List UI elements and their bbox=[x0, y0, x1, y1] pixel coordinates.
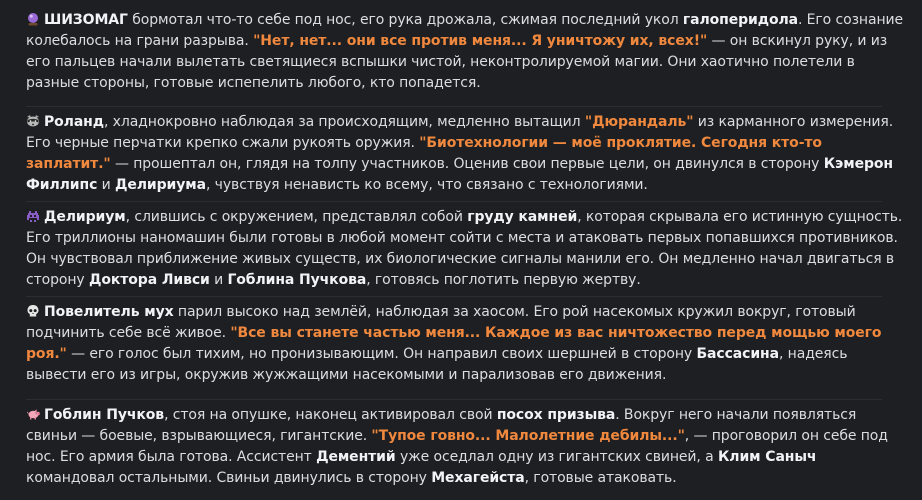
bold-name: Клим Саныч bbox=[717, 449, 817, 465]
narration-text: . Вокруг него начали появляться свиньи — боевые, взрывающиеся, гигантские. bbox=[26, 407, 857, 444]
narration-text: , надеясь вывести его из игры, окружив жужжащими насекомыми и парализовав его движения. bbox=[26, 346, 848, 383]
narration-text: командовал остальными. Свиньи двинулись в сторону bbox=[26, 470, 432, 486]
narration-text: уже оседлал одну из гигантских свиней, а bbox=[395, 449, 718, 465]
bold-name: Кэмерон Филлипс bbox=[26, 156, 893, 193]
message-text bbox=[26, 209, 902, 288]
crystal-ball-icon bbox=[26, 12, 40, 26]
message-text bbox=[26, 407, 888, 486]
message-roland bbox=[0, 112, 922, 196]
message-lord-of-flies bbox=[0, 302, 922, 386]
bold-name: посох призыва bbox=[496, 407, 616, 423]
skull-icon bbox=[26, 304, 40, 318]
bold-name: Бассасина bbox=[696, 346, 779, 362]
message-text bbox=[26, 12, 903, 91]
bold-name: груду камней bbox=[467, 209, 578, 225]
message-goblin-puchkov bbox=[0, 405, 922, 489]
quoted-speech: "Все вы станете частью меня... Каждое из вас ничтожество перед мощью моего роя." bbox=[26, 325, 882, 362]
message-shizomag bbox=[0, 10, 922, 94]
bold-name: ШИЗОМАГ bbox=[44, 12, 128, 28]
narration-text: , которая скрывала его истинную сущность. Его триллионы наномашин были готовы в любой момент сойти с места и атаковать первых попавшихся противников. Он чувствовал приближение живых существ, их биологические сигналы манили его. Он медленно начал двигаться в сторону bbox=[26, 209, 903, 288]
narration-text: парил высоко над землёй, наблюдая за хаосом. Его рой насекомых кружил вокруг, готовый подчинить себе всё живое. bbox=[26, 304, 856, 341]
bold-name: Гоблина Пучкова bbox=[227, 272, 367, 288]
message-text bbox=[26, 114, 893, 193]
narration-text: , хладнокровно наблюдая за происходящим, медленно вытащил bbox=[103, 114, 585, 130]
bold-name: галоперидола bbox=[682, 12, 798, 28]
bold-name: Дементий bbox=[316, 449, 396, 465]
narration-text: , стоя на опушке, наконец активировал свой bbox=[164, 407, 497, 423]
quoted-speech: "Дюрандаль" bbox=[584, 114, 694, 130]
bold-name: Мехагейста bbox=[431, 470, 525, 486]
pig-icon bbox=[26, 407, 40, 421]
raccoon-icon bbox=[26, 114, 40, 128]
quoted-speech: "Нет, нет... они все против меня... Я уничтожу их, всех!" bbox=[253, 33, 708, 49]
narration-text: , — проговорил он себе под нос. Его армия была готова. Ассистент bbox=[26, 428, 888, 465]
narration-text: — его голос был тихим, но пронизывающим. Он направил своих шершней в сторону bbox=[66, 346, 697, 362]
bold-name: Роланд bbox=[44, 114, 104, 130]
narration-text: . Его сознание колебалось на грани разрыва. bbox=[26, 12, 904, 49]
message-delirium bbox=[0, 207, 922, 291]
message-text bbox=[26, 304, 881, 383]
narration-text: бормотал что-то себе под нос, его рука дрожала, сжимая последний укол bbox=[127, 12, 683, 28]
bold-name: Повелитель мух bbox=[44, 304, 174, 320]
bold-name: Гоблин Пучков bbox=[44, 407, 165, 423]
narration-text: и bbox=[97, 177, 115, 193]
narration-text: , готовясь поглотить первую жертву. bbox=[366, 272, 641, 288]
narration-text: — он вскинул руку, и из его пальцев начали вылетать светящиеся вспышки чистой, неконтролируемой магии. Они хаотично полетели в разные стороны, готовые испепелить любого, кто попадется. bbox=[26, 33, 888, 91]
bold-name: Делириума bbox=[115, 177, 206, 193]
narration-text: , готовые атаковать. bbox=[524, 470, 677, 486]
narration-text: — прошептал он, глядя на толпу участников. Оценив свои первые цели, он двинулся в сторону bbox=[110, 156, 824, 172]
bold-name: Делириум bbox=[44, 209, 126, 225]
narration-text: из карманного измерения. Его черные перчатки крепко сжали рукоять оружия. bbox=[26, 114, 894, 151]
quoted-speech: "Тупое говно... Малолетние дебилы..." bbox=[371, 428, 685, 444]
quoted-speech: "Биотехнологии — моё проклятие. Сегодня кто-то заплатит." bbox=[26, 135, 822, 172]
narration-text: , слившись с окружением, представлял собой bbox=[125, 209, 468, 225]
bold-name: Доктора Ливси bbox=[88, 272, 210, 288]
narration-text: , чувствуя ненависть ко всему, что связано с технологиями. bbox=[205, 177, 648, 193]
narration-text: и bbox=[209, 272, 228, 288]
alien-monster-icon bbox=[26, 209, 40, 223]
